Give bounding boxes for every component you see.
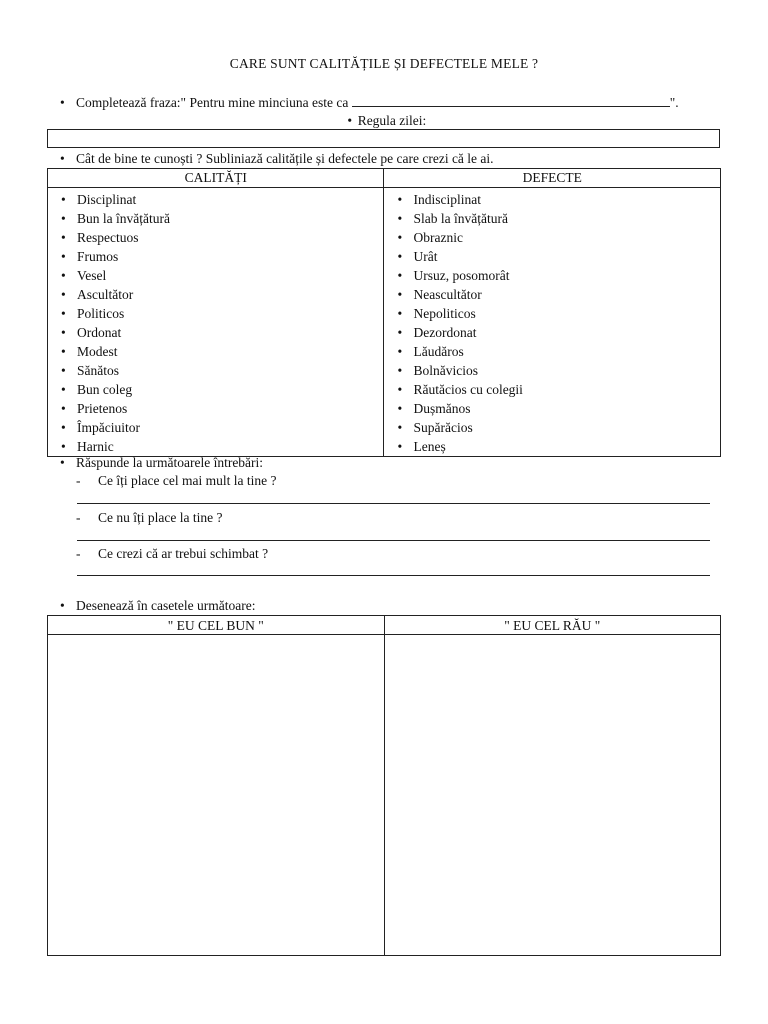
bullet-icon: • xyxy=(347,113,353,128)
defects-column xyxy=(384,188,721,457)
quality-item[interactable]: • Modest xyxy=(48,342,383,361)
know-yourself-prompt xyxy=(60,151,494,167)
bullet-icon: • xyxy=(60,151,65,166)
question-item xyxy=(76,473,276,489)
answer-line[interactable] xyxy=(77,540,710,541)
answer-questions-prompt xyxy=(60,455,263,471)
defect-item[interactable]: • Bolnăvicios xyxy=(384,361,720,380)
quality-item[interactable]: • Bun coleg xyxy=(48,380,383,399)
defect-item[interactable]: • Slab la învățătură xyxy=(384,209,720,228)
quality-item[interactable]: • Frumos xyxy=(48,247,383,266)
question-text: Ce crezi că ar trebui schimbat ? xyxy=(98,546,269,561)
quality-item[interactable]: • Harnic xyxy=(48,437,383,456)
complete-sentence-text: Completează fraza:" Pentru mine minciuna este ca xyxy=(76,95,352,110)
sentence-blank-line[interactable] xyxy=(352,94,670,107)
question-text: Ce nu îți place la tine ? xyxy=(98,510,223,525)
answer-line[interactable] xyxy=(77,575,710,576)
dash-icon: - xyxy=(76,546,81,561)
quality-item[interactable]: • Vesel xyxy=(48,266,383,285)
defect-item[interactable]: • Leneș xyxy=(384,437,720,456)
qualities-column xyxy=(48,188,384,457)
quality-item[interactable]: • Sănătos xyxy=(48,361,383,380)
good-me-drawing-box[interactable] xyxy=(48,635,385,956)
rule-of-day-heading xyxy=(0,113,768,129)
quality-item[interactable]: • Ascultător xyxy=(48,285,383,304)
bullet-icon: • xyxy=(60,598,65,613)
bullet-icon: • xyxy=(60,95,65,110)
answer-line[interactable] xyxy=(77,503,710,504)
know-yourself-text: Cât de bine te cunoști ? Subliniază calitățile și defectele pe care crezi că le ai. xyxy=(76,151,494,166)
qualities-header: CALITĂȚI xyxy=(48,169,384,188)
question-item xyxy=(76,510,222,526)
defect-item[interactable]: • Dezordonat xyxy=(384,323,720,342)
defect-item[interactable]: • Supărăcios xyxy=(384,418,720,437)
quality-item[interactable]: • Împăciuitor xyxy=(48,418,383,437)
defect-item[interactable]: • Lăudăros xyxy=(384,342,720,361)
defect-item[interactable]: • Ursuz, posomorât xyxy=(384,266,720,285)
qualities-defects-table xyxy=(47,168,721,457)
dash-icon: - xyxy=(76,510,81,525)
defect-item[interactable]: • Indisciplinat xyxy=(384,190,720,209)
draw-prompt xyxy=(60,598,256,614)
question-item xyxy=(76,546,268,562)
quality-item[interactable]: • Ordonat xyxy=(48,323,383,342)
defect-item[interactable]: • Neascultător xyxy=(384,285,720,304)
bullet-icon: • xyxy=(60,455,65,470)
defect-item[interactable]: • Urât xyxy=(384,247,720,266)
defect-item[interactable]: • Dușmănos xyxy=(384,399,720,418)
answer-questions-text: Răspunde la următoarele întrebări: xyxy=(76,455,264,470)
draw-prompt-text: Desenează în casetele următoare: xyxy=(76,598,256,613)
quality-item[interactable]: • Prietenos xyxy=(48,399,383,418)
defect-item[interactable]: • Răutăcios cu colegii xyxy=(384,380,720,399)
complete-sentence-suffix: ". xyxy=(669,95,679,110)
quality-item[interactable]: • Bun la învățătură xyxy=(48,209,383,228)
question-text: Ce îți place cel mai mult la tine ? xyxy=(98,473,277,488)
rule-of-day-input-box[interactable] xyxy=(47,129,720,148)
bad-me-header: " EU CEL RĂU " xyxy=(384,616,721,635)
defect-item[interactable]: • Nepoliticos xyxy=(384,304,720,323)
defect-item[interactable]: • Obraznic xyxy=(384,228,720,247)
complete-sentence-prompt xyxy=(60,94,679,111)
quality-item[interactable]: • Disciplinat xyxy=(48,190,383,209)
drawing-boxes-table xyxy=(47,615,721,956)
good-me-header: " EU CEL BUN " xyxy=(48,616,385,635)
defects-header: DEFECTE xyxy=(384,169,721,188)
bad-me-drawing-box[interactable] xyxy=(384,635,721,956)
dash-icon: - xyxy=(76,473,81,488)
quality-item[interactable]: • Respectuos xyxy=(48,228,383,247)
quality-item[interactable]: • Politicos xyxy=(48,304,383,323)
rule-of-day-label: Regula zilei: xyxy=(357,113,427,128)
page-title: CARE SUNT CALITĂȚILE ȘI DEFECTELE MELE ? xyxy=(229,56,539,71)
